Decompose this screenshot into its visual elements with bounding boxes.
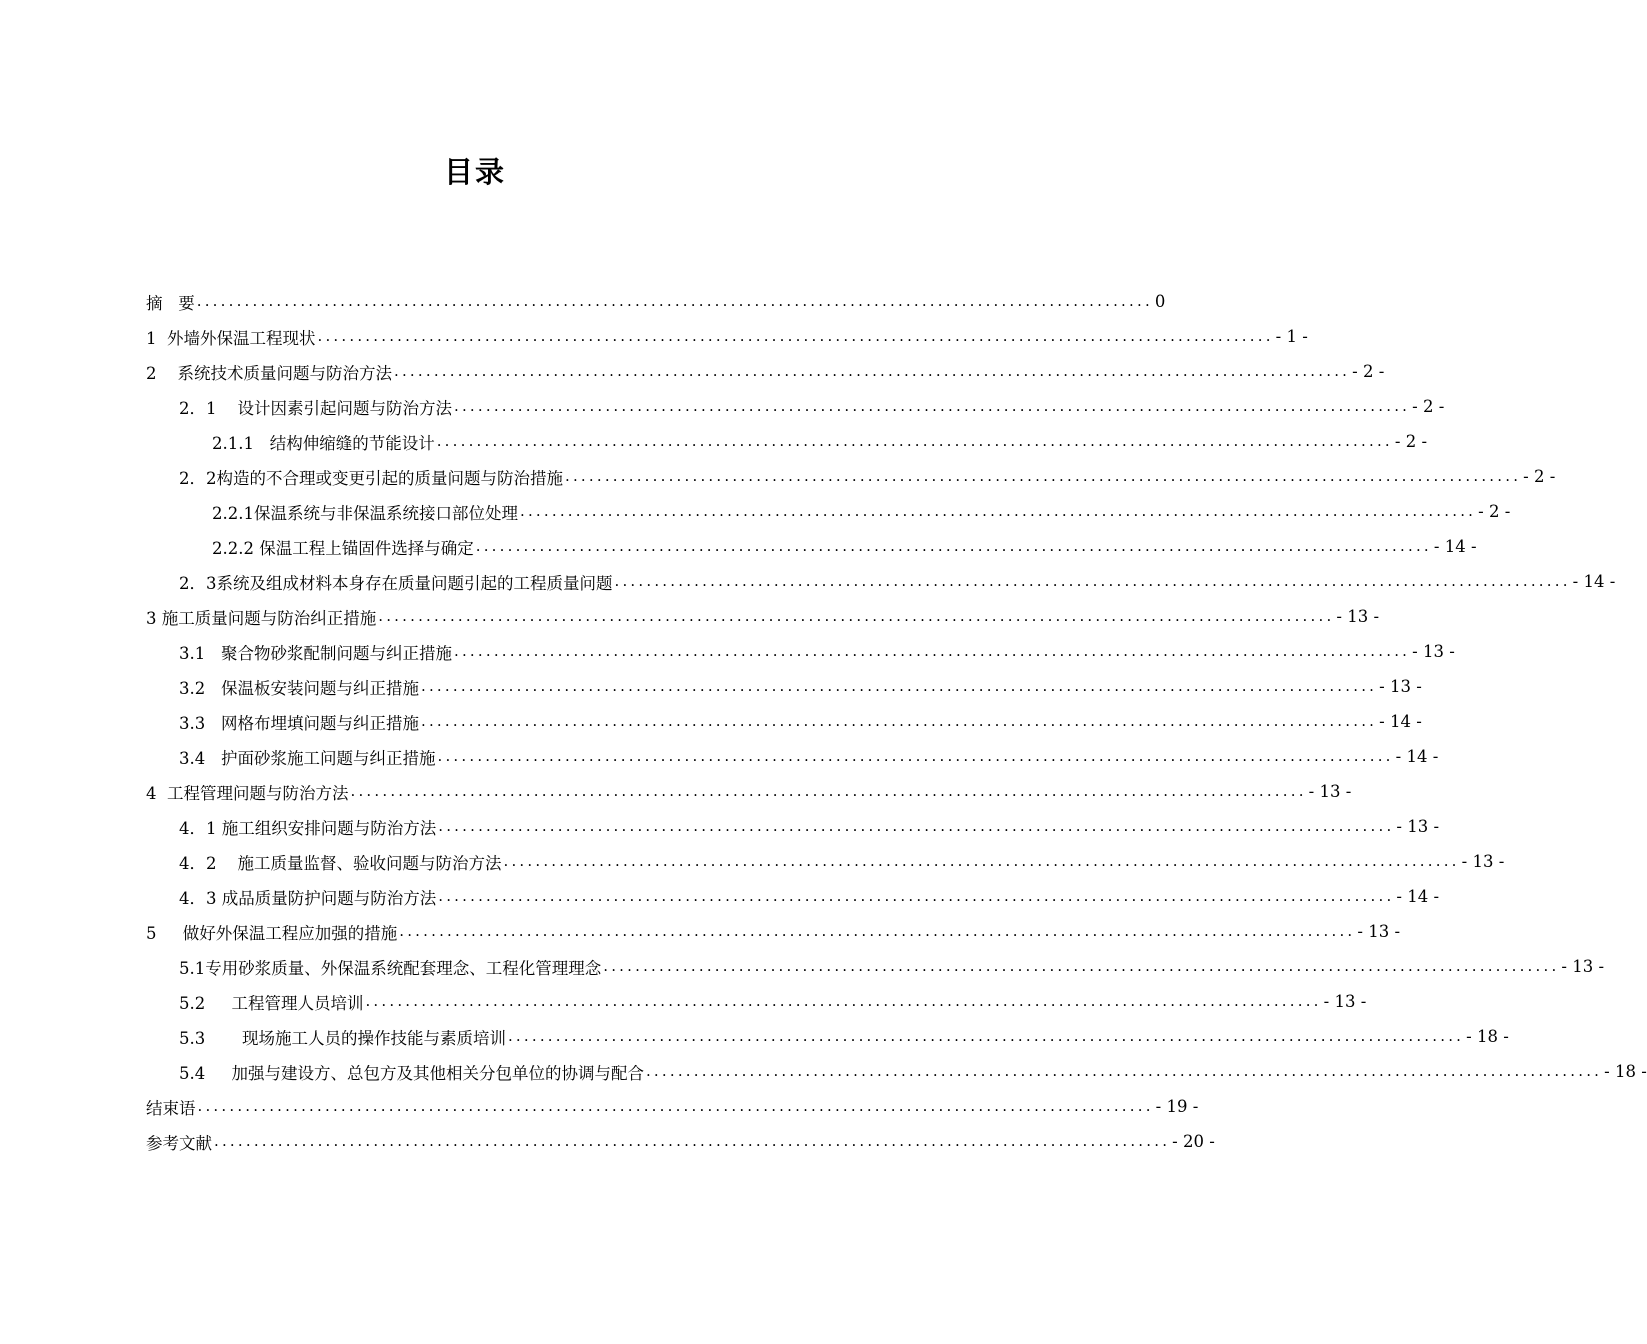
toc-entry-page: - 2 -: [1394, 432, 1428, 451]
toc-entry-label: 4．1 施工组织安排问题与防治方法: [179, 818, 437, 838]
toc-dot-leader: ........................................................................................................................: [436, 432, 1393, 450]
toc-dot-leader: ........................................................................................................................: [437, 747, 1394, 765]
toc-dot-leader: ........................................................................................................................: [453, 397, 1411, 415]
toc-entry-page: - 13 -: [1323, 992, 1367, 1011]
toc-entry-page: - 18 -: [1466, 1027, 1509, 1046]
toc-dot-leader: ........................................................................................................................: [603, 957, 1560, 975]
toc-dot-leader: ........................................................................................................................: [503, 852, 1460, 870]
toc-entry-page: - 14 -: [1395, 747, 1439, 766]
toc-entry-label: 2．3系统及组成材料本身存在质量问题引起的工程质量问题: [179, 573, 613, 593]
toc-dot-leader: ........................................................................................................................: [438, 887, 1395, 905]
toc-dot-leader: ........................................................................................................................: [453, 642, 1411, 660]
toc-dot-leader: ........................................................................................................................: [420, 677, 1378, 695]
toc-entry[interactable]: [146, 914, 1401, 949]
toc-entry-label: 1 外墙外保温工程现状: [146, 328, 316, 348]
toc-entry-label: 5 做好外保温工程应加强的措施: [146, 923, 398, 943]
toc-dot-leader: ........................................................................................................................: [565, 467, 1522, 485]
toc-entry-page: - 2 -: [1412, 397, 1445, 416]
toc-dot-leader: ........................................................................................................................: [519, 502, 1477, 520]
toc-entry[interactable]: [146, 704, 1422, 739]
toc-entry-page: - 13 -: [1561, 957, 1605, 976]
toc-entry[interactable]: [146, 1019, 1509, 1054]
toc-entry[interactable]: [146, 494, 1511, 529]
toc-entry-label: 2．1 设计因素引起问题与防治方法: [179, 398, 452, 418]
toc-dot-leader: ........................................................................................................................: [438, 817, 1395, 835]
toc-dot-leader: ........................................................................................................................: [197, 1097, 1154, 1115]
toc-entry[interactable]: [146, 529, 1477, 564]
toc-entry[interactable]: [146, 774, 1352, 809]
toc-entry-page: - 13 -: [1379, 677, 1422, 696]
page-title: 目录: [443, 155, 506, 189]
toc-dot-leader: ........................................................................................................................: [399, 922, 1356, 940]
toc-entry-label: 2．2构造的不合理或变更引起的质量问题与防治措施: [179, 468, 563, 488]
toc-entry[interactable]: [146, 284, 1166, 319]
toc-dot-leader: ........................................................................................................................: [507, 1027, 1465, 1045]
toc-entry[interactable]: [146, 389, 1445, 424]
toc-entry-label: 2.2.1保温系统与非保温系统接口部位处理: [212, 503, 518, 523]
toc-entry-page: - 13 -: [1461, 852, 1505, 871]
toc-entry-page: - 19 -: [1155, 1097, 1199, 1116]
toc-entry-label: 3.2 保温板安装问题与纠正措施: [179, 678, 419, 698]
toc-entry[interactable]: [146, 1124, 1215, 1159]
toc-entry-page: - 2 -: [1523, 467, 1556, 486]
toc-entry[interactable]: [146, 424, 1428, 459]
toc-entry[interactable]: [146, 669, 1422, 704]
toc-dot-leader: ........................................................................................................................: [378, 607, 1335, 625]
toc-dot-leader: ........................................................................................................................: [196, 292, 1153, 310]
toc-entry-label: 3 施工质量问题与防治纠正措施: [146, 608, 377, 628]
toc-entry-page: - 20 -: [1172, 1132, 1215, 1151]
toc-dot-leader: ........................................................................................................................: [350, 782, 1307, 800]
toc-entry-page: - 13 -: [1308, 782, 1352, 801]
toc-entry-page: - 1 -: [1275, 327, 1308, 346]
toc-entry-label: 参考文献: [146, 1133, 212, 1153]
table-of-contents: [146, 284, 1647, 1159]
toc-entry[interactable]: [146, 879, 1440, 914]
toc-entry-page: 0: [1154, 292, 1166, 311]
toc-entry[interactable]: [146, 844, 1505, 879]
toc-entry-page: - 18 -: [1604, 1062, 1647, 1081]
toc-entry-page: - 14 -: [1396, 887, 1440, 906]
toc-entry-label: 4．3 成品质量防护问题与防治方法: [179, 888, 437, 908]
toc-entry-label: 3.4 护面砂浆施工问题与纠正措施: [179, 748, 436, 768]
toc-entry-label: 3.1 聚合物砂浆配制问题与纠正措施: [179, 643, 452, 663]
toc-entry-label: 5.3 现场施工人员的操作技能与素质培训: [179, 1028, 506, 1048]
toc-entry[interactable]: [146, 949, 1605, 984]
toc-entry-label: 5.4 加强与建设方、总包方及其他相关分包单位的协调与配合: [179, 1063, 644, 1083]
toc-entry-label: 2.2.2 保温工程上锚固件选择与确定: [212, 538, 474, 558]
toc-entry-label: 结束语: [146, 1098, 196, 1118]
toc-entry-page: - 2 -: [1352, 362, 1385, 381]
toc-dot-leader: ........................................................................................................................: [365, 992, 1322, 1010]
toc-entry[interactable]: [146, 1054, 1647, 1089]
toc-entry[interactable]: [146, 319, 1308, 354]
toc-entry-page: - 14 -: [1433, 537, 1477, 556]
toc-entry-label: 5.2 工程管理人员培训: [179, 993, 364, 1013]
toc-dot-leader: ........................................................................................................................: [317, 327, 1274, 345]
toc-entry-page: - 13 -: [1396, 817, 1440, 836]
toc-entry[interactable]: [146, 459, 1556, 494]
toc-entry[interactable]: [146, 634, 1455, 669]
toc-entry-label: 2.1.1 结构伸缩缝的节能设计: [212, 433, 435, 453]
toc-dot-leader: ........................................................................................................................: [475, 537, 1432, 555]
toc-entry[interactable]: [146, 599, 1380, 634]
toc-entry-page: - 14 -: [1379, 712, 1422, 731]
toc-entry-label: 2 系统技术质量问题与防治方法: [146, 363, 392, 383]
toc-dot-leader: ........................................................................................................................: [645, 1062, 1603, 1080]
toc-entry[interactable]: [146, 354, 1385, 389]
toc-entry[interactable]: [146, 1089, 1199, 1124]
toc-entry-page: - 14 -: [1572, 572, 1616, 591]
toc-dot-leader: ........................................................................................................................: [614, 572, 1571, 590]
toc-entry-page: - 13 -: [1357, 922, 1401, 941]
toc-entry-page: - 13 -: [1412, 642, 1455, 661]
toc-entry-page: - 13 -: [1336, 607, 1380, 626]
toc-entry[interactable]: [146, 739, 1439, 774]
toc-entry[interactable]: [146, 984, 1367, 1019]
toc-entry-label: 4 工程管理问题与防治方法: [146, 783, 349, 803]
toc-entry-label: 摘 要: [146, 293, 195, 313]
toc-entry[interactable]: [146, 809, 1440, 844]
toc-entry-page: - 2 -: [1478, 502, 1511, 521]
toc-dot-leader: ........................................................................................................................: [214, 1132, 1171, 1150]
toc-dot-leader: ........................................................................................................................: [393, 362, 1351, 380]
toc-entry[interactable]: [146, 564, 1616, 599]
toc-entry-label: 5.1专用砂浆质量、外保温系统配套理念、工程化管理理念: [179, 958, 602, 978]
toc-entry-label: 3.3 网格布埋填问题与纠正措施: [179, 713, 419, 733]
toc-dot-leader: ........................................................................................................................: [420, 712, 1378, 730]
toc-entry-label: 4．2 施工质量监督、验收问题与防治方法: [179, 853, 502, 873]
